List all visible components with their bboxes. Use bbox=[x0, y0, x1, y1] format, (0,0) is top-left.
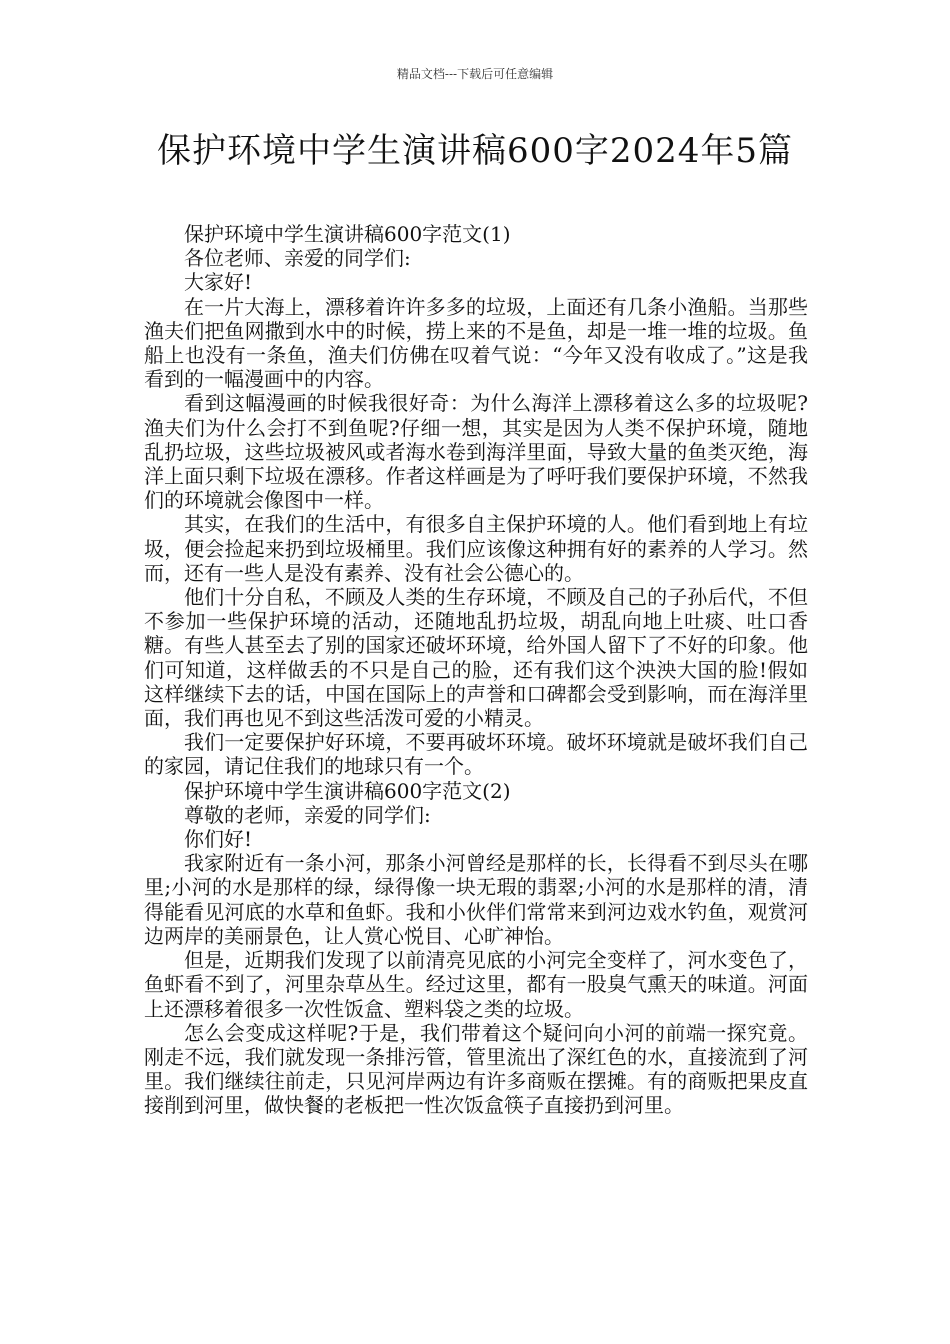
salutation-1: 各位老师、亲爱的同学们: bbox=[184, 246, 411, 271]
paragraph: 其实，在我们的生活中，有很多自主保护环境的人。他们看到地上有垃圾，便会捡起来扔到垃圾桶里。我们应该像这种拥有好的素养的人学习。然而，还有一些人是没有素养、没有社会公德心的。 bbox=[144, 512, 808, 585]
paragraph: 看到这幅漫画的时候我很好奇：为什么海洋上漂移着这么多的垃圾呢?渔夫们为什么会打不到鱼呢?仔细一想，其实是因为人类不保护环境，随地乱扔垃圾，这些垃圾被风或者海水卷到海洋里面，导致大量的鱼类灭绝，海洋上面只剩下垃圾在漂移。作者这样画是为了呼吁我们要保护环境，不然我们的环境就会像图中一样。 bbox=[144, 391, 808, 513]
paragraph: 他们十分自私，不顾及人类的生存环境，不顾及自己的子孙后代，不但不参加一些保护环境的活动，还随地乱扔垃圾，胡乱向地上吐痰、吐口香糖。有些人甚至去了别的国家还破坏环境，给外国人留下了不好的印象。他们可知道，这样做丢的不只是自己的脸，还有我们这个泱泱大国的脸!假如这样继续下去的话，中国在国际上的声誉和口碑都会受到影响，而在海洋里面，我们再也见不到这些活泼可爱的小精灵。 bbox=[144, 585, 808, 731]
page-header-note: 精品文档---下载后可任意编辑 bbox=[396, 67, 554, 81]
paragraph: 我家附近有一条小河，那条小河曾经是那样的长，长得看不到尽头在哪里;小河的水是那样的绿，绿得像一块无瑕的翡翠;小河的水是那样的清，清得能看见河底的水草和鱼虾。我和小伙伴们常常来到河边戏水钓鱼，观赏河边两岸的美丽景色，让人赏心悦目、心旷神怡。 bbox=[144, 851, 808, 948]
section-heading-1: 保护环境中学生演讲稿600字范文(1) bbox=[184, 222, 511, 246]
paragraph: 在一片大海上，漂移着许许多多的垃圾，上面还有几条小渔船。当那些渔夫们把鱼网撒到水中的时候，捞上来的不是鱼，却是一堆一堆的垃圾。鱼船上也没有一条鱼，渔夫们仿佛在叹着气说：“今年又没有收成了。”这是我看到的一幅漫画中的内容。 bbox=[144, 294, 808, 392]
paragraph: 怎么会变成这样呢?于是，我们带着这个疑问向小河的前端一探究竟。刚走不远，我们就发现一条排污管，管里流出了深红色的水，直接流到了河里。我们继续往前走，只见河岸两边有许多商贩在摆摊。有的商贩把果皮直接削到河里，做快餐的老板把一性次饭盒筷子直接扔到河里。 bbox=[144, 1020, 808, 1118]
document-title: 保护环境中学生演讲稿600字2024年5篇 bbox=[156, 131, 794, 171]
section-heading-2: 保护环境中学生演讲稿600字范文(2) bbox=[184, 778, 511, 803]
greeting-2: 你们好! bbox=[184, 827, 253, 852]
salutation-2: 尊敬的老师，亲爱的同学们: bbox=[184, 802, 431, 827]
document-body bbox=[144, 222, 808, 1118]
paragraph: 但是，近期我们发现了以前清亮见底的小河完全变样了，河水变色了，鱼虾看不到了，河里杂草丛生。经过这里，都有一股臭气熏天的味道。河面上还漂移着很多一次性饭盒、塑料袋之类的垃圾。 bbox=[144, 948, 808, 1021]
greeting-1: 大家好! bbox=[184, 270, 253, 295]
paragraph: 我们一定要保护好环境，不要再破坏环境。破坏环境就是破坏我们自己的家园，请记住我们的地球只有一个。 bbox=[144, 730, 808, 779]
